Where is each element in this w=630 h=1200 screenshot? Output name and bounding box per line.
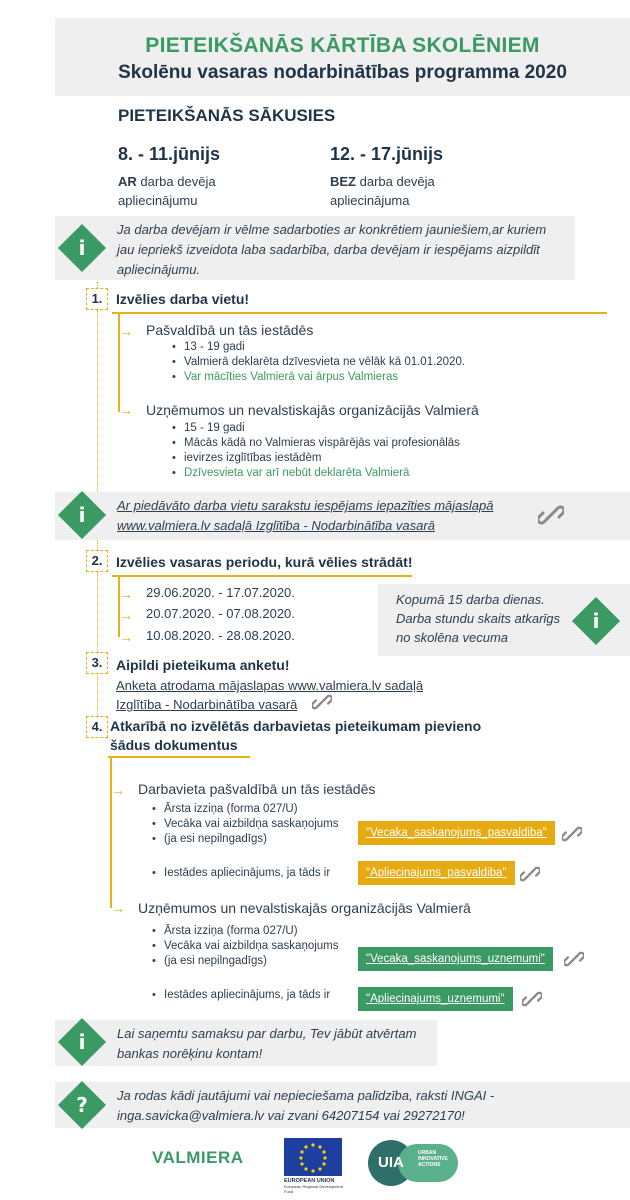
list-item: • Var mācīties Valmierā vai ārpus Valmieras xyxy=(170,370,590,385)
question-icon: ? xyxy=(76,1093,88,1117)
start-desc-1-text2: apliecinājumu xyxy=(118,193,198,208)
apliecinajums-uznemumi-button[interactable]: "Apliecinajums_uznemumi" xyxy=(358,987,513,1011)
help-text xyxy=(117,1086,622,1126)
uia-text: UIA xyxy=(378,1154,404,1171)
start-heading: PIETEIKŠANĀS SĀKUSIES xyxy=(118,106,336,125)
page-title: PIETEIKŠANĀS KĀRTĪBA SKOLĒNIEM xyxy=(145,34,540,57)
info3-line1: Lai saņemtu samaksu par darbu, Tev jābūt atvērtam xyxy=(117,1026,417,1041)
step-2-underline xyxy=(112,575,412,577)
timeline-dots-2 xyxy=(97,310,98,492)
list-item: • Ārsta izziņa (forma 027/U) xyxy=(150,802,350,817)
info-text-1 xyxy=(117,220,572,280)
arrow-icon: → xyxy=(111,900,125,916)
step-3-link[interactable] xyxy=(116,676,423,714)
link-icon[interactable] xyxy=(538,505,564,525)
note-line2: Darba stundu skaits atkarīgs xyxy=(396,611,561,626)
step-1-group-b-title: Uzņēmumos un nevalstiskajās organizācijās Valmierā xyxy=(146,402,479,418)
step-4-group-a-title: Darbavieta pašvaldībā un tās iestādēs xyxy=(138,781,376,797)
uia-logo xyxy=(368,1140,464,1186)
uia-sub-1: URBAN xyxy=(418,1150,437,1156)
info2-line2: www.valmiera.lv sadaļā Izglītība - Nodarbinātība vasarā xyxy=(117,518,435,533)
list-item: • 15 - 19 gadi xyxy=(170,421,590,436)
step-2-number: 2. xyxy=(86,550,108,572)
link-icon[interactable] xyxy=(520,866,540,882)
info-text-2[interactable] xyxy=(117,496,537,536)
list-item-continued xyxy=(170,451,590,466)
start-desc-2-bold: BEZ xyxy=(330,174,356,189)
step-4-branch xyxy=(110,756,112,908)
start-desc-1-bold: AR xyxy=(118,174,137,189)
start-desc-1 xyxy=(118,172,216,210)
start-desc-1-text: darba devēja xyxy=(136,174,216,189)
list-item-text: (ja esi nepilngadīgs) xyxy=(164,833,267,845)
help-line2: inga.savicka@valmiera.lv vai zvani 64207154 vai 29272170! xyxy=(117,1108,465,1123)
arrow-icon: → xyxy=(119,402,133,418)
list-item-text: (ja esi nepilngadīgs) xyxy=(164,955,267,967)
info3-line2: bankas norēķinu kontam! xyxy=(117,1046,263,1061)
step-4-group-b-list xyxy=(150,924,350,969)
step3-line1: Anketa atrodama mājaslapas www.valmiera.lv sadaļā xyxy=(116,678,424,693)
info1-line3: apliecinājumu. xyxy=(117,262,201,277)
step-2-note xyxy=(396,590,586,647)
uia-sub-2: INNOVATIVE xyxy=(418,1156,448,1162)
arrow-icon: → xyxy=(119,629,133,645)
arrow-icon: → xyxy=(119,586,133,602)
start-desc-2-text2: apliecinājuma xyxy=(330,193,410,208)
arrow-icon: → xyxy=(119,323,133,339)
step-4-group-b-title: Uzņēmumos un nevalstiskajās organizācijās Valmierā xyxy=(138,900,471,916)
start-desc-2 xyxy=(330,172,435,210)
list-item: • Dzīvesvieta var arī nebūt deklarēta Valmierā xyxy=(170,466,590,481)
vecaka-saskanojums-pasvaldiba-button[interactable]: "Vecaka_saskanojums_pasvaldiba" xyxy=(358,821,555,845)
link-icon[interactable] xyxy=(522,991,542,1007)
step-4-group-a-list-2 xyxy=(150,866,350,881)
info2-line1: Ar piedāvāto darba vietu sarakstu iespējams iepazīties mājaslapā xyxy=(117,498,494,513)
uia-sub-3: ACTIONS xyxy=(418,1162,441,1168)
period-1: 29.06.2020. - 17.07.2020. xyxy=(146,585,295,600)
list-item: • Ārsta izziņa (forma 027/U) xyxy=(150,924,350,939)
period-2: 20.07.2020. - 07.08.2020. xyxy=(146,606,295,621)
step-1-group-b-list xyxy=(170,421,590,481)
start-date-2: 12. - 17.jūnijs xyxy=(330,144,444,164)
step-4-group-a-list xyxy=(150,802,350,847)
list-item: • Mācās kādā no Valmieras vispārējās vai profesionālās xyxy=(170,436,590,451)
info-text-3 xyxy=(117,1024,437,1064)
timeline-dots-4 xyxy=(97,572,98,660)
step-2-branch xyxy=(118,575,120,637)
note-line1: Kopumā 15 darba dienas. xyxy=(396,592,545,607)
step-1-underline xyxy=(112,312,607,314)
list-item: • 13 - 19 gadi xyxy=(170,340,590,355)
link-icon[interactable] xyxy=(562,826,582,842)
eu-flag xyxy=(284,1138,342,1176)
list-item-text: ievirzes izglītības iestādēm xyxy=(184,452,322,464)
list-item: • Iestādes apliecinājums, ja tāds ir xyxy=(150,866,350,881)
info-icon: i xyxy=(78,503,86,527)
step-4-title-2: šādus dokumentus xyxy=(110,737,238,753)
info1-line2: jau iepriekš izveidota laba sadarbība, darba devējam ir iespējams aizpildīt xyxy=(117,242,540,257)
timeline-dots-5 xyxy=(97,672,98,720)
step3-line2: Izglītība - Nodarbinātība vasarā xyxy=(116,697,298,712)
link-icon[interactable] xyxy=(564,951,584,967)
list-item: • Iestādes apliecinājums, ja tāds ir xyxy=(150,988,350,1003)
eu-stars-icon xyxy=(284,1138,342,1176)
arrow-icon: → xyxy=(119,607,133,623)
eu-label: EUROPEAN UNION xyxy=(284,1178,335,1184)
step-3-number: 3. xyxy=(86,652,108,674)
list-item: • Vecāka vai aizbildņa saskaņojums xyxy=(150,939,350,954)
step-1-group-a-list xyxy=(170,340,590,385)
info1-line1: Ja darba devējam ir vēlme sadarboties ar konkrētiem jauniešiem,ar kuriem xyxy=(117,222,547,237)
list-item: • Vecāka vai aizbildņa saskaņojums xyxy=(150,817,350,832)
step-4-underline xyxy=(108,756,250,758)
vecaka-saskanojums-uznemumi-button[interactable]: "Vecaka_saskanojums_uznemumi" xyxy=(358,947,553,971)
info-icon: i xyxy=(592,609,600,633)
info-icon: i xyxy=(78,1030,86,1054)
arrow-icon: → xyxy=(111,782,125,798)
period-3: 10.08.2020. - 28.08.2020. xyxy=(146,628,295,643)
step-4-title-1: Atkarībā no izvēlētās darbavietas pieteikumam pievieno xyxy=(110,718,482,734)
start-date-1: 8. - 11.jūnijs xyxy=(118,144,221,164)
step-1-title: Izvēlies darba vietu! xyxy=(116,291,250,307)
step-4-group-b-list-2 xyxy=(150,988,350,1003)
help-line1: Ja rodas kādi jautājumi vai nepieciešama palīdzība, raksti INGAI - xyxy=(117,1088,495,1103)
step-1-number: 1. xyxy=(86,288,108,310)
info-icon-glyph: i xyxy=(78,236,86,260)
apliecinajums-pasvaldiba-button[interactable]: "Apliecinajums_pasvaldiba" xyxy=(358,861,515,885)
step-2-title: Izvēlies vasaras periodu, kurā vēlies strādāt! xyxy=(116,554,413,570)
list-item: • Valmierā deklarēta dzīvesvieta ne vēlāk kā 01.01.2020. xyxy=(170,355,590,370)
link-icon[interactable] xyxy=(312,694,332,710)
page-subtitle: Skolēnu vasaras nodarbinātības programma 2020 xyxy=(118,62,567,83)
list-item-continued xyxy=(150,832,350,847)
eu-logo xyxy=(284,1138,344,1194)
list-item-continued xyxy=(150,954,350,969)
step-4-number: 4. xyxy=(86,716,108,738)
uia-sub xyxy=(418,1150,448,1168)
note-line3: no skolēna vecuma xyxy=(396,630,509,645)
start-desc-2-text: darba devēja xyxy=(356,174,435,189)
eu-sublabel: European Regional Development Fund xyxy=(284,1184,343,1194)
step-3-title: Aipildi pieteikuma anketu! xyxy=(116,657,290,673)
step-1-group-a-title: Pašvaldībā un tās iestādēs xyxy=(146,322,314,338)
valmiera-logo: VALMIERA xyxy=(152,1148,244,1167)
